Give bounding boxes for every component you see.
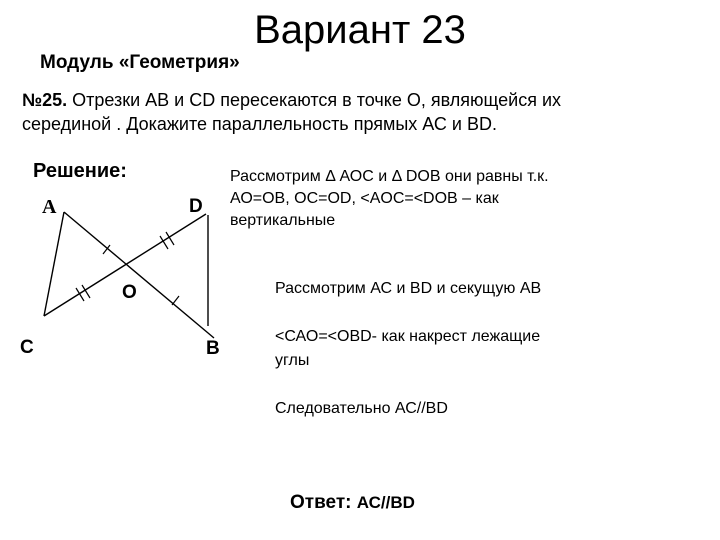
step2-line-2: <САО=<OBD- как накрест лежащие (275, 328, 541, 345)
step2-line-3: углы (275, 352, 310, 369)
problem-number: №25. (22, 90, 68, 110)
module-heading: Модуль «Геометрия» (40, 52, 240, 73)
point-label-d: D (189, 196, 203, 217)
point-label-c: C (20, 337, 34, 358)
answer-label: Ответ: (290, 492, 357, 513)
point-label-a: A (42, 196, 57, 218)
step1-line-3: вертикальные (230, 212, 336, 229)
segment-ac (44, 212, 64, 316)
slide-title: Вариант 23 (254, 8, 466, 52)
step2-line-1: Рассмотрим АС и BD и секущую АВ (275, 280, 542, 297)
answer-value: АС//BD (356, 493, 415, 512)
point-label-b: B (206, 338, 220, 359)
step1-line-2: АО=ОВ, ОС=OD, <AOC=<DOB – как (230, 190, 499, 207)
problem-text-1: Отрезки АВ и CD пересекаются в точке О, являющейся их (67, 90, 561, 110)
tick-ob (172, 296, 179, 305)
segment-ab (64, 212, 214, 338)
point-label-o: O (122, 282, 137, 303)
step2-conclusion: Следовательно АС//BD (275, 400, 448, 417)
step1-line-1: Рассмотрим Δ АОС и Δ DOB они равны т.к. (230, 168, 549, 185)
problem-line-2: серединой . Докажите параллельность прямых АС и BD. (22, 114, 497, 134)
solution-heading: Решение: (33, 160, 127, 182)
